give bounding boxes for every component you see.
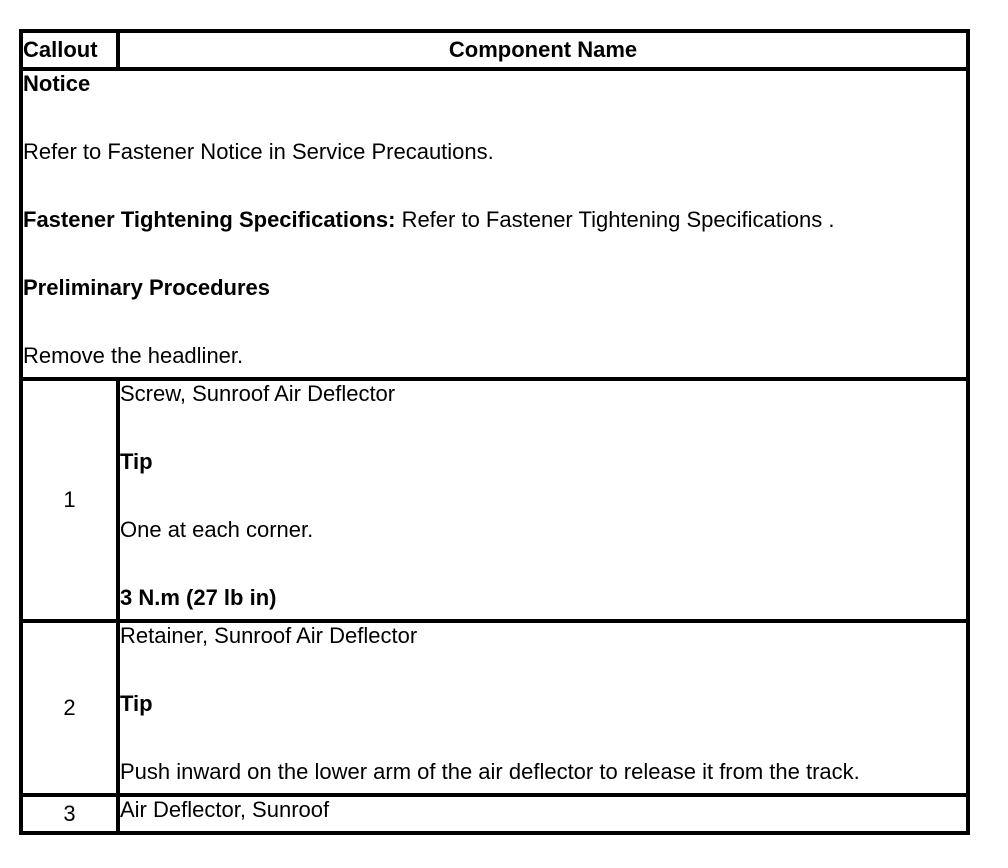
- notice-row: [21, 69, 968, 379]
- preliminary-procedures-text: Remove the headliner.: [23, 343, 244, 368]
- component-table: [19, 29, 970, 835]
- fastener-spec-line: [23, 207, 966, 241]
- component-cell: [118, 621, 968, 795]
- callout-number: 3: [21, 795, 118, 833]
- component-name: Air Deflector, Sunroof: [120, 797, 330, 822]
- component-cell: [118, 379, 968, 621]
- callout-header: Callout: [21, 31, 118, 69]
- torque-spec: 3 N.m (27 lb in): [120, 585, 277, 610]
- table-row: [21, 795, 968, 833]
- tip-text: One at each corner.: [120, 517, 314, 542]
- callout-number: 1: [21, 379, 118, 621]
- table-row: [21, 379, 968, 621]
- fastener-spec-text: Refer to Fastener Tightening Specifications .: [401, 207, 835, 232]
- header-row: [21, 31, 968, 69]
- table-row: [21, 621, 968, 795]
- tip-label: Tip: [120, 691, 153, 716]
- notice-title: Notice: [23, 71, 91, 96]
- fastener-notice-text: Refer to Fastener Notice in Service Precautions.: [23, 139, 494, 164]
- preliminary-procedures-title: Preliminary Procedures: [23, 275, 271, 300]
- component-name-header: Component Name: [118, 31, 968, 69]
- component-name: Screw, Sunroof Air Deflector: [120, 381, 396, 406]
- callout-number: 2: [21, 621, 118, 795]
- tip-text: Push inward on the lower arm of the air deflector to release it from the track.: [120, 759, 860, 784]
- component-name: Retainer, Sunroof Air Deflector: [120, 623, 418, 648]
- tip-label: Tip: [120, 449, 153, 474]
- notice-cell: [21, 69, 968, 379]
- fastener-spec-label: Fastener Tightening Specifications:: [23, 207, 396, 232]
- component-cell: [118, 795, 968, 833]
